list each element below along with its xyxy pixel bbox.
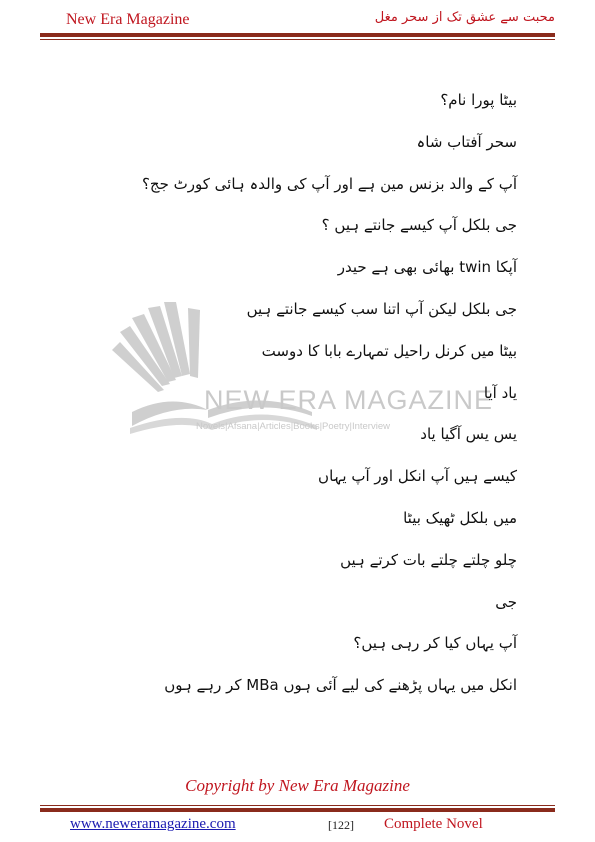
dialogue-line: آپکا twin بھائی بھی ہے حیدر xyxy=(337,258,517,277)
dialogue-line: یاد آیا xyxy=(483,383,517,402)
page-footer xyxy=(40,814,555,836)
dialogue-line: جی xyxy=(495,592,517,611)
header-rule-thick xyxy=(40,33,555,37)
dialogue-line: بیٹا میں کرنل راحیل تمہارے بابا کا دوست xyxy=(261,341,517,360)
header-rule-thin xyxy=(40,39,555,40)
page-number: [122] xyxy=(328,818,354,832)
watermark-title: NEW ERA MAGAZINE xyxy=(204,385,494,415)
dialogue-line: کیسے ہیں آپ انکل اور آپ یہاں xyxy=(318,467,517,486)
footer-rule-thick xyxy=(40,808,555,812)
dialogue-line: یس یس آگیا یاد xyxy=(420,425,517,444)
dialogue-line: سحر آفتاب شاہ xyxy=(416,132,517,151)
magazine-name: New Era Magazine xyxy=(66,11,190,28)
dialogue-line: میں بلکل ٹھیک بیٹا xyxy=(403,508,517,527)
story-text xyxy=(57,80,517,707)
dialogue-line: چلو چلتے چلتے بات کرتے ہیں xyxy=(340,550,517,569)
dialogue-line: جی بلکل لیکن آپ اتنا سب کیسے جانتے ہیں xyxy=(246,299,517,318)
novel-title: محبت سے عشق تک از سحر مغل xyxy=(374,10,555,25)
novel-type-label: Complete Novel xyxy=(384,816,483,832)
footer-rule-thin xyxy=(40,805,555,806)
dialogue-line: آپ کے والد بزنس مین ہے اور آپ کی والدہ ہائی کورٹ جج؟ xyxy=(141,174,517,193)
dialogue-line: بیٹا پورا نام؟ xyxy=(440,91,517,109)
dialogue-line: انکل میں یہاں پڑھنے کی لیے آئی ہوں MBa کر رہے ہوں xyxy=(164,676,517,695)
copyright-notice: Copyright by New Era Magazine xyxy=(185,776,410,795)
dialogue-line: جی بلکل آپ کیسے جانتے ہیں ؟ xyxy=(321,216,517,235)
website-link[interactable]: www.neweramagazine.com xyxy=(70,816,236,832)
dialogue-line: آپ یہاں کیا کر رہی ہیں؟ xyxy=(353,634,517,653)
page-header xyxy=(40,6,555,34)
watermark-tagline: Novels|Afsana|Articles|Books|Poetry|Interview xyxy=(196,421,390,432)
